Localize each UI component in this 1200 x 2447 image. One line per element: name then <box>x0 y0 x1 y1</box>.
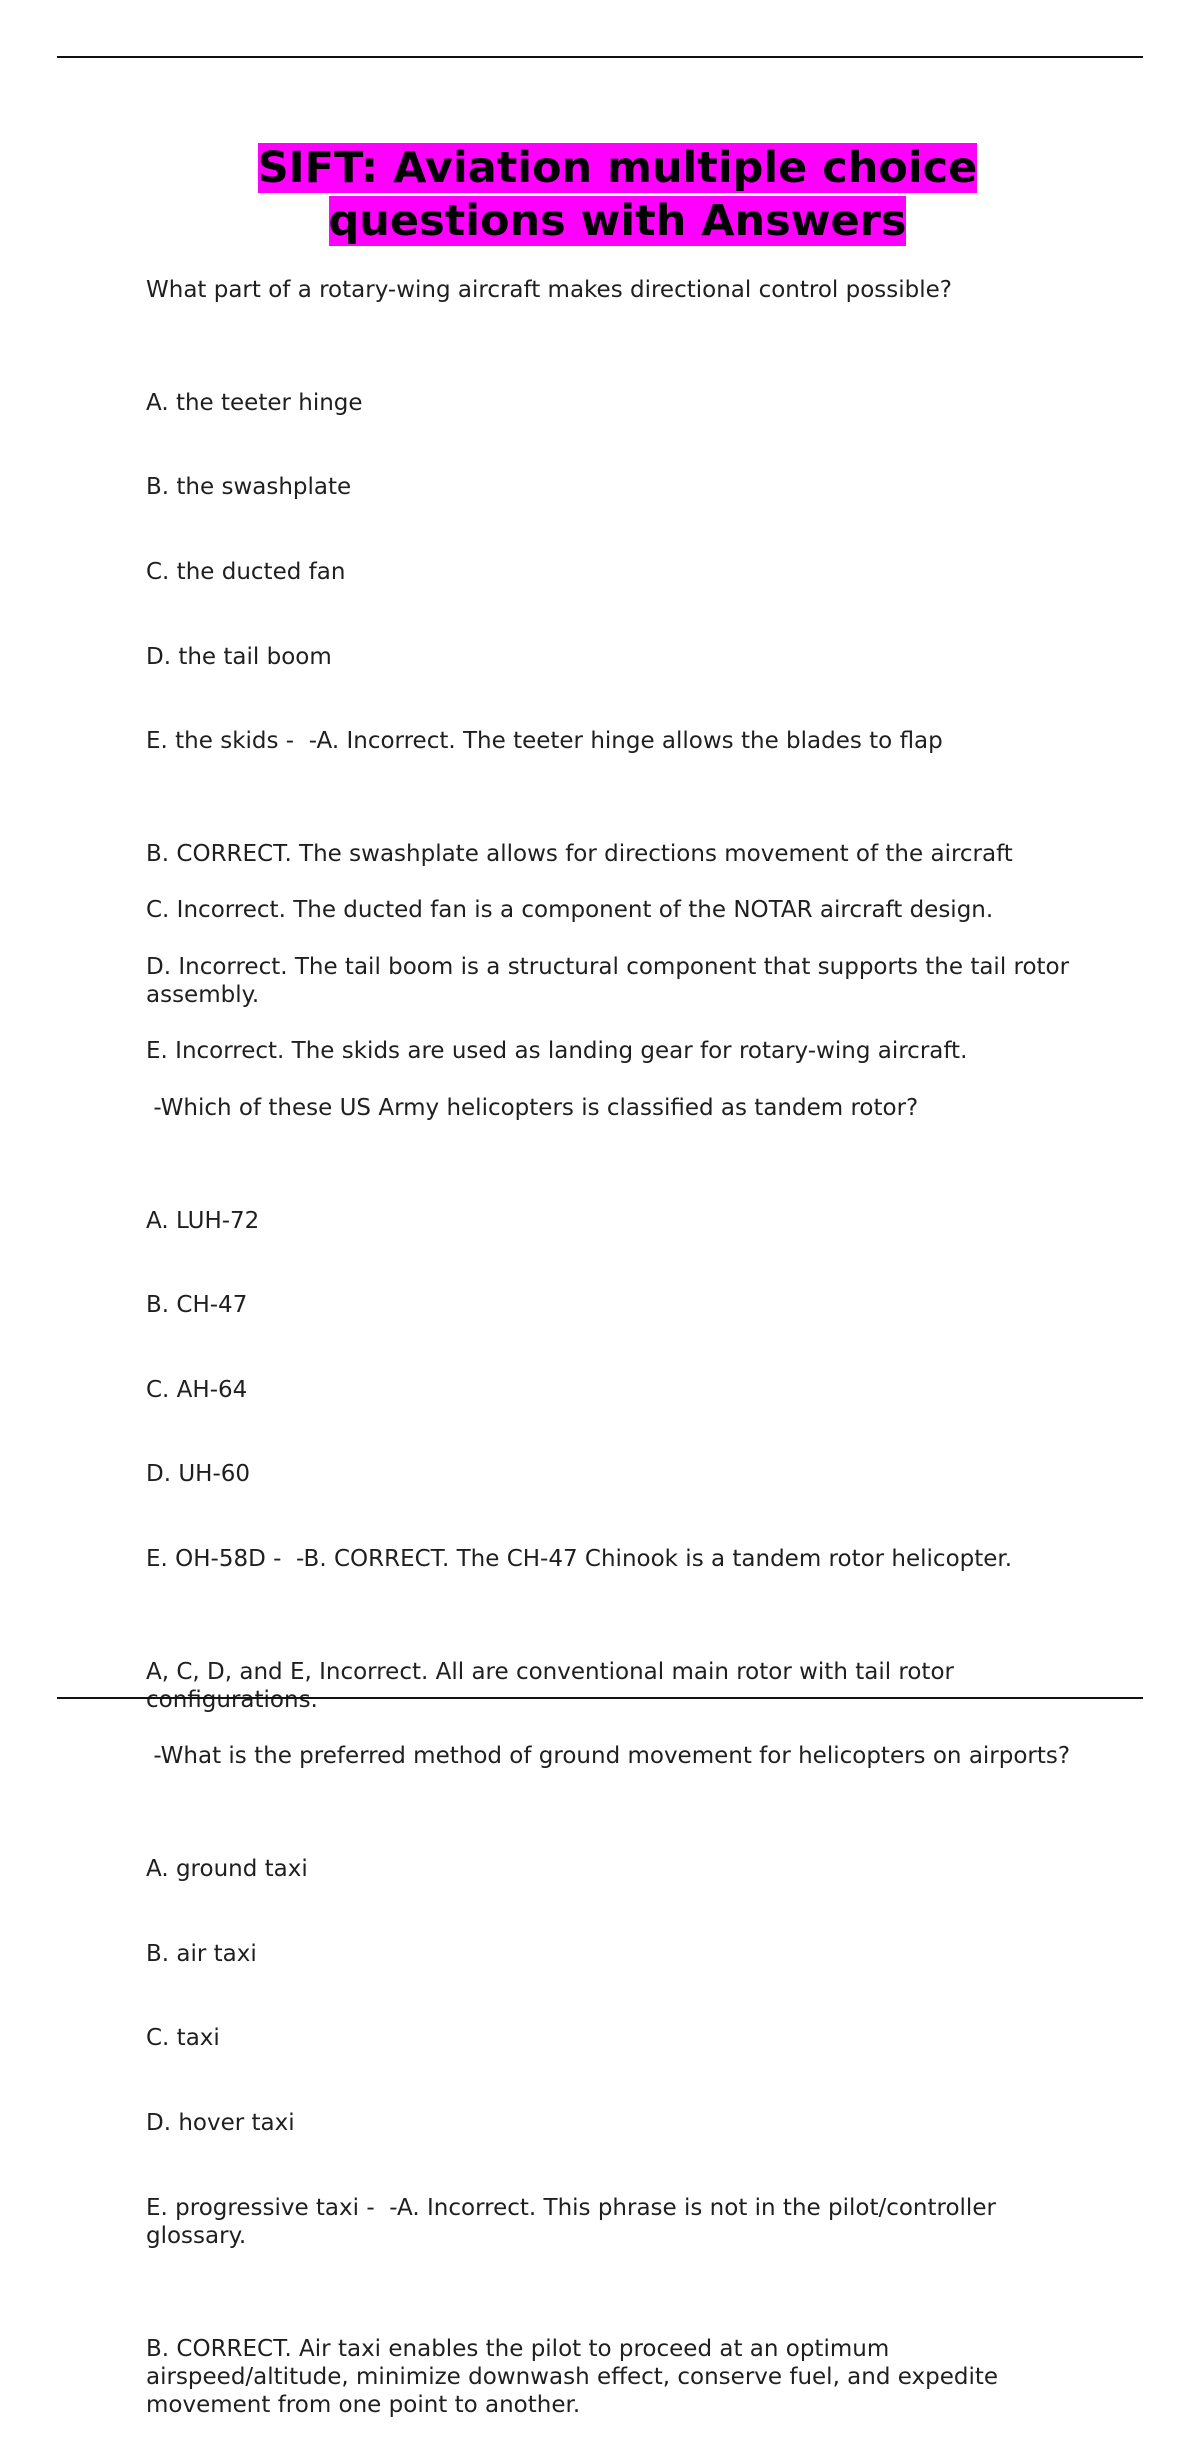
q3-explanation: B. CORRECT. Air taxi enables the pilot to proceed at an optimum airspeed/altitude, minimize downwash effect, conserve fuel, and expedite movement from one point to another. <box>146 2335 1006 2419</box>
title-line-1: SIFT: Aviation multiple choice <box>257 143 978 193</box>
q2-option-c: C. AH-64 <box>146 1376 248 1403</box>
q2-option-e: E. OH-58D - -B. CORRECT. The CH-47 Chinook is a tandem rotor helicopter. <box>146 1546 1013 1573</box>
question-1: What part of a rotary-wing aircraft makes directional control possible? <box>146 277 952 303</box>
q1-explanation-d: D. Incorrect. The tail boom is a structural component that supports the tail rotor assembly. <box>146 953 1077 1009</box>
q1-option-e: E. the skids - -A. Incorrect. The teeter hinge allows the blades to flap <box>146 728 943 755</box>
bottom-rule <box>57 1697 1143 1699</box>
q3-option-c: C. taxi <box>146 2025 220 2052</box>
title-line-2: questions with Answers <box>328 196 907 246</box>
question-3: -What is the preferred method of ground movement for helicopters on airports? <box>146 1743 1071 1770</box>
question-1-options <box>146 332 1086 811</box>
q2-explanation: A, C, D, and E, Incorrect. All are conventional main rotor with tail rotor configurations. <box>146 1658 962 1714</box>
q2-option-b: B. CH-47 <box>146 1292 248 1319</box>
q1-explanation-b: B. CORRECT. The swashplate allows for directions movement of the aircraft <box>146 841 1013 868</box>
question-2: -Which of these US Army helicopters is classified as tandem rotor? <box>146 1094 919 1121</box>
q1-option-b: B. the swashplate <box>146 474 352 501</box>
question-2-options <box>146 1150 1086 1629</box>
q1-explanation-c: C. Incorrect. The ducted fan is a component of the NOTAR aircraft design. <box>146 897 994 924</box>
q3-option-d: D. hover taxi <box>146 2110 295 2137</box>
q2-option-a: A. LUH-72 <box>146 1207 260 1234</box>
q1-option-d: D. the tail boom <box>146 643 332 670</box>
q1-option-a: A. the teeter hinge <box>146 389 363 416</box>
q3-option-e: E. progressive taxi - -A. Incorrect. This phrase is not in the pilot/controller glossary. <box>146 2194 1004 2249</box>
document-title <box>0 142 1200 248</box>
top-rule <box>57 56 1143 58</box>
q3-option-b: B. air taxi <box>146 1940 257 1967</box>
q3-option-a: A. ground taxi <box>146 1856 308 1883</box>
q1-option-c: C. the ducted fan <box>146 559 346 586</box>
question-3-options <box>146 1799 1086 2307</box>
q2-option-d: D. UH-60 <box>146 1461 251 1488</box>
document-body <box>146 276 1086 2447</box>
q1-explanation-e: E. Incorrect. The skids are used as landing gear for rotary-wing aircraft. <box>146 1038 968 1065</box>
